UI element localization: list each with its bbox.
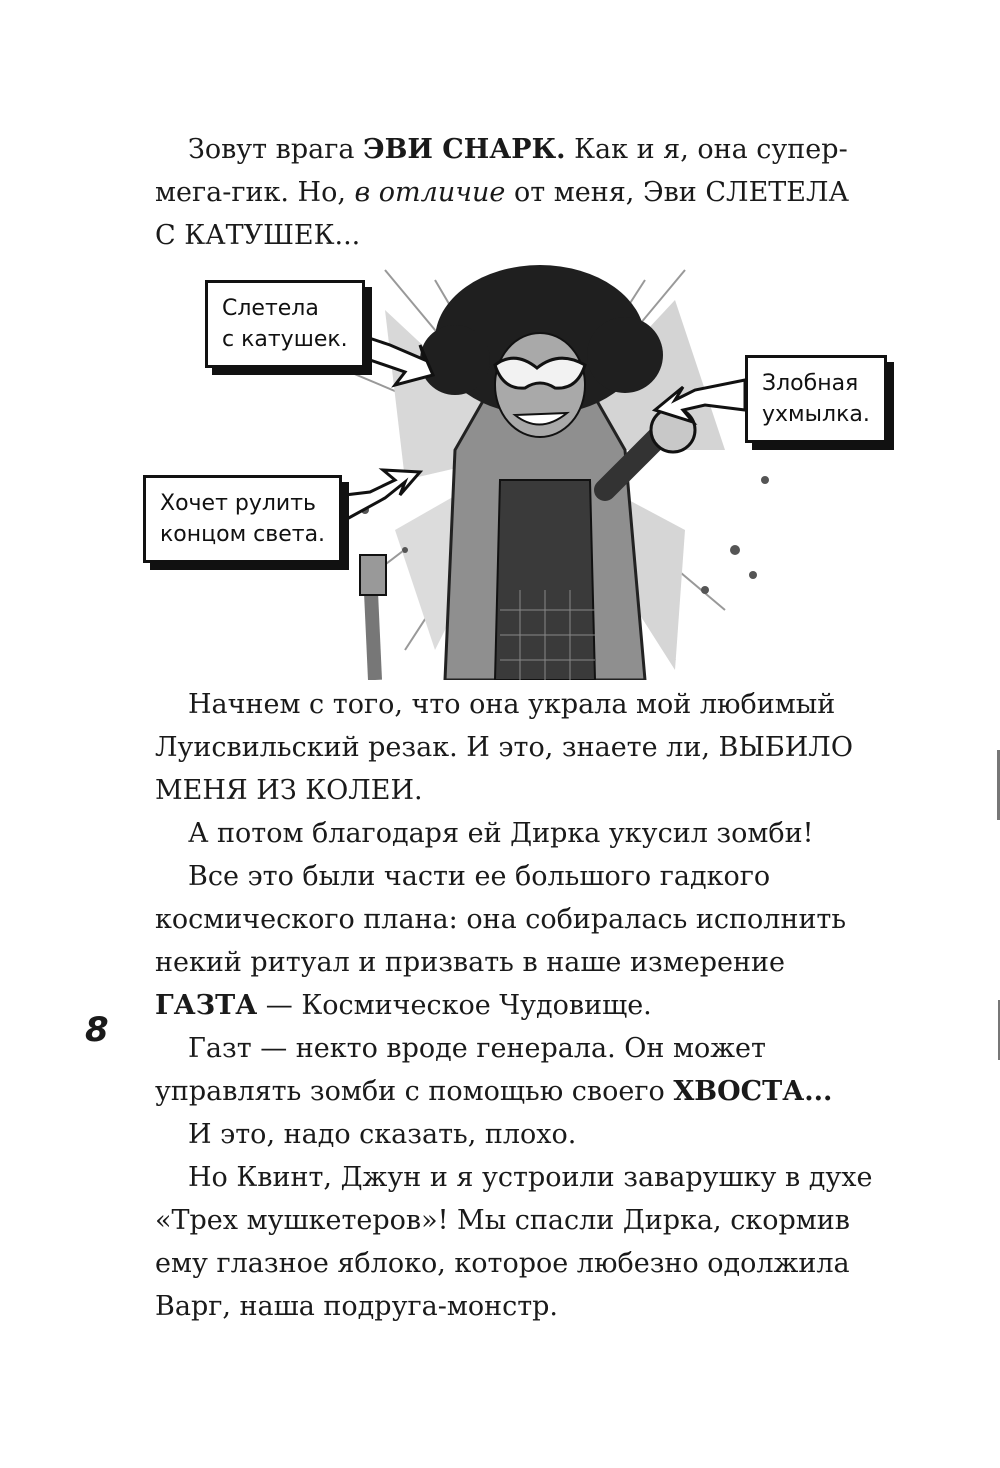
- monster-name: ГАЗТА: [155, 990, 258, 1021]
- text: мега-гик. Но,: [155, 177, 355, 208]
- callout-line: ухмылка.: [762, 402, 870, 427]
- paragraph-intro-line1: [155, 128, 885, 171]
- callout-line: Слетела: [222, 296, 319, 321]
- text: Как и я, она супер-: [565, 134, 848, 165]
- villain-name: ЭВИ СНАРК.: [363, 134, 566, 165]
- text: управлять зомби с помощью своего: [155, 1076, 674, 1107]
- paragraph-2-line2: Луисвильский резак. И это, знаете ли, ВЫБИЛО: [155, 732, 853, 763]
- callout-line: концом света.: [160, 522, 326, 547]
- paragraph-7-line3: ему глазное яблоко, которое любезно одолжила: [155, 1248, 850, 1279]
- paragraph-7-line1: Но Квинт, Джун и я устроили заварушку в духе: [188, 1162, 873, 1193]
- text: от меня, Эви СЛЕТЕЛА: [505, 177, 849, 208]
- callout-line: Злобная: [762, 371, 859, 396]
- paragraph-4-line3: некий ритуал и призвать в наше измерение: [155, 947, 785, 978]
- paragraph-2-line1: Начнем с того, что она украла мой любимый: [188, 689, 836, 720]
- paragraph-4-line2: космического плана: она собиралась исполнить: [155, 904, 847, 935]
- paragraph-2-line3: МЕНЯ ИЗ КОЛЕИ.: [155, 775, 423, 806]
- callout-line: Хочет рулить: [160, 491, 316, 516]
- paragraph-5-line1: Газт — некто вроде генерала. Он может: [188, 1033, 766, 1064]
- callout-rule-the-end: [143, 475, 342, 563]
- paragraph-intro-line2: [155, 171, 885, 214]
- callout-evil-smirk: [745, 355, 887, 443]
- paragraph-3: А потом благодаря ей Дирка укусил зомби!: [188, 818, 814, 849]
- paragraph-6: И это, надо сказать, плохо.: [188, 1119, 577, 1150]
- paragraph-7-line2: «Трех мушкетеров»! Мы спасли Дирка, скормив: [155, 1205, 850, 1236]
- text: Зовут врага: [188, 134, 364, 165]
- page-number: 8: [85, 1010, 109, 1050]
- paragraph-4-line1: Все это были части ее большого гадкого: [188, 861, 771, 892]
- callout-line: с катушек.: [222, 327, 348, 352]
- emphasis: в отличие: [354, 177, 506, 208]
- callout-unhinged: [205, 280, 365, 368]
- paragraph-7-line4: Варг, наша подруга-монстр.: [155, 1291, 558, 1322]
- villain-illustration: [160, 250, 870, 680]
- paragraph-4-line4: [155, 984, 885, 1027]
- tail-word: ХВОСТА...: [673, 1076, 833, 1107]
- paragraph-5-line2: [155, 1070, 885, 1113]
- paragraph-intro-line3: С КАТУШЕК...: [155, 220, 361, 251]
- text: — Космическое Чудовище.: [257, 990, 652, 1021]
